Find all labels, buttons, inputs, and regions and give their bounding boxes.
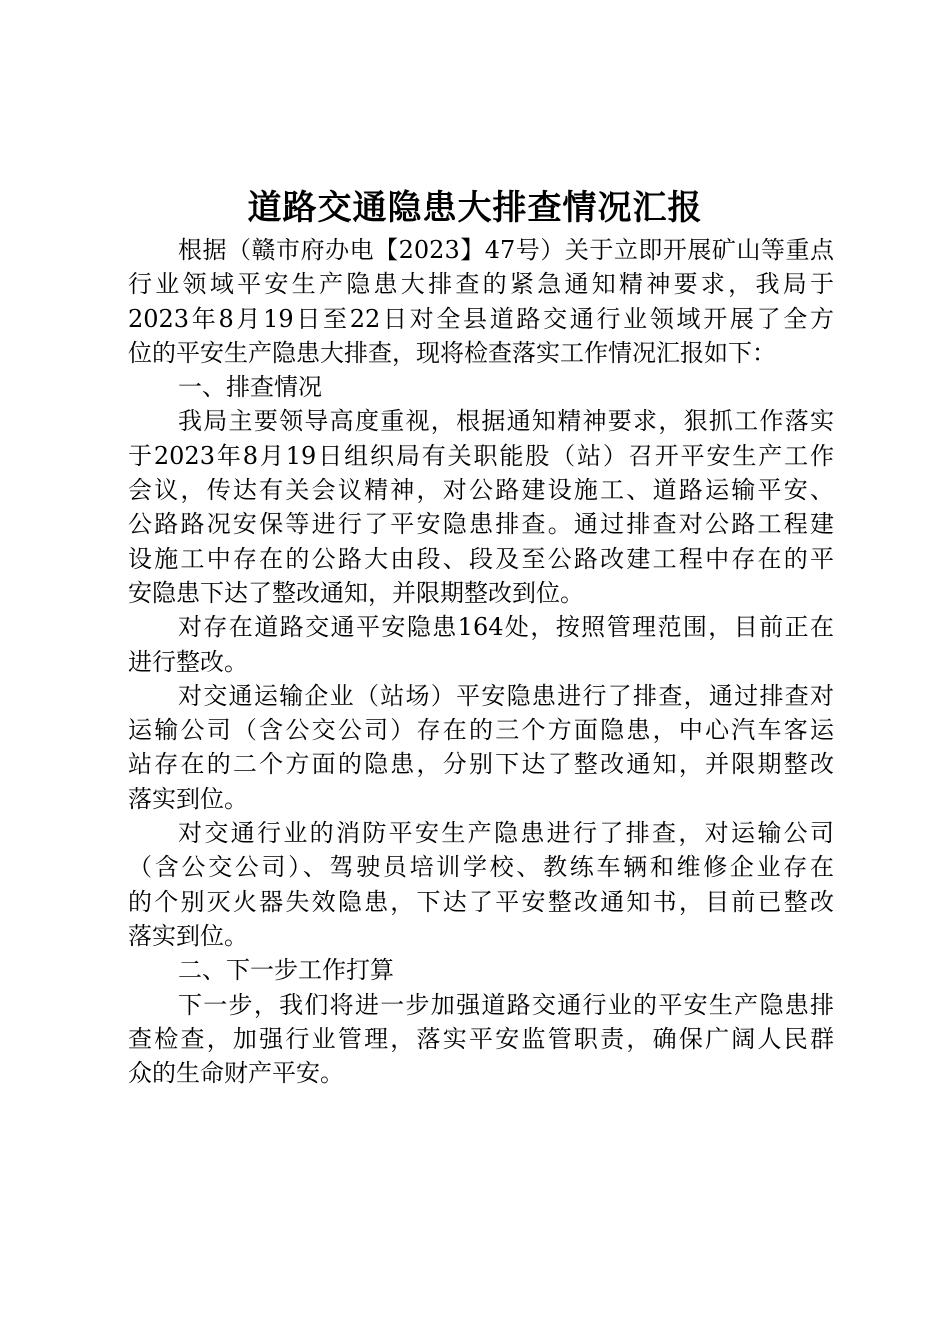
text-line: 运输公司（含公交公司）存在的三个方面隐患，中心汽车客运 <box>128 716 834 745</box>
text-line: 对交通运输企业（站场）平安隐患进行了排查，通过排查对 <box>178 681 834 710</box>
text-line: 进行整改。 <box>128 647 248 676</box>
text-line: 安隐患下达了整改通知，并限期整改到位。 <box>128 578 584 607</box>
text-line: 一、排查情况 <box>178 373 322 402</box>
text-line: 查检查，加强行业管理，落实平安监管职责，确保广阔人民群 <box>128 1024 834 1053</box>
text-line: 于2023年8月19日组织局有关职能股（站）召开平安生产工作 <box>128 441 834 470</box>
section-heading <box>128 953 834 987</box>
paragraph <box>128 988 834 1091</box>
text-line: 会议，传达有关会议精神，对公路建设施工、道路运输平安、 <box>128 476 834 505</box>
text-line: 我局主要领导高度重视，根据通知精神要求，狠抓工作落实 <box>178 407 834 436</box>
paragraph <box>128 816 834 953</box>
text-line: （含公交公司）、驾驶员培训学校、教练车辆和维修企业存在 <box>128 853 834 882</box>
paragraph <box>128 679 834 816</box>
text-line: 位的平安生产隐患大排查，现将检查落实工作情况汇报如下： <box>128 338 776 367</box>
text-line: 设施工中存在的公路大由段、段及至公路改建工程中存在的平 <box>128 544 834 573</box>
paragraph <box>128 233 834 370</box>
text-line: 站存在的二个方面的隐患，分别下达了整改通知，并限期整改 <box>128 750 834 779</box>
text-line: 落实到位。 <box>128 921 248 950</box>
document-title: 道路交通隐患大排查情况汇报 <box>247 188 703 228</box>
document-body <box>128 233 834 1090</box>
section-heading <box>128 370 834 404</box>
text-line: 根据（赣市府办电【2023】47号）关于立即开展矿山等重点 <box>178 236 834 264</box>
text-line: 落实到位。 <box>128 784 248 813</box>
text-line: 对交通行业的消防平安生产隐患进行了排查，对运输公司 <box>178 819 834 848</box>
paragraph <box>128 610 834 679</box>
text-line: 行业领域平安生产隐患大排查的紧急通知精神要求，我局于 <box>128 270 834 299</box>
text-line: 对存在道路交通平安隐患164处，按照管理范围，目前正在 <box>178 613 834 642</box>
text-line: 的个别灭火器失效隐患，下达了平安整改通知书，目前已整改 <box>128 887 834 916</box>
text-line: 众的生命财产平安。 <box>128 1059 344 1088</box>
paragraph <box>128 404 834 610</box>
text-line: 下一步，我们将进一步加强道路交通行业的平安生产隐患排 <box>178 990 834 1019</box>
text-line: 2023年8月19日至22日对全县道路交通行业领域开展了全方 <box>128 304 834 333</box>
text-line: 二、下一步工作打算 <box>178 956 394 985</box>
text-line: 公路路况安保等进行了平安隐患排查。通过排查对公路工程建 <box>128 510 834 539</box>
